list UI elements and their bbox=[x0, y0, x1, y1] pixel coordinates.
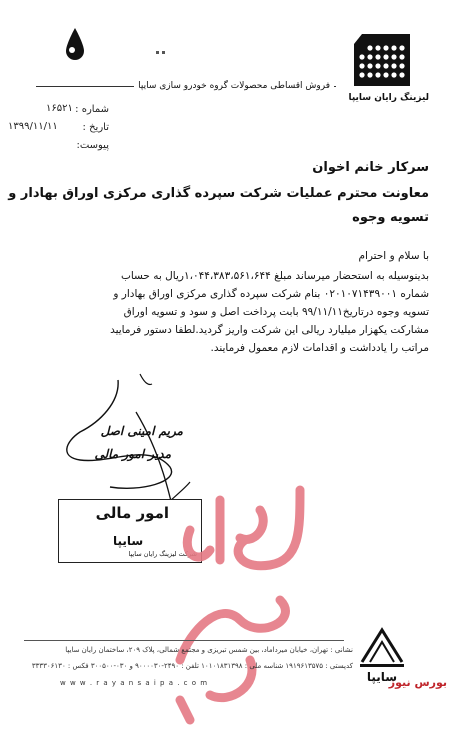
brand-logo bbox=[350, 30, 414, 90]
drop-emblem-icon bbox=[60, 26, 90, 64]
footer-divider bbox=[24, 640, 344, 641]
header-band-text: فروش اقساطی محصولات گروه خودرو سازی سایپا bbox=[134, 81, 334, 91]
dots-icon bbox=[156, 51, 176, 55]
attachment-label: پیوست: bbox=[76, 140, 109, 151]
saipa-footer-logo-icon bbox=[352, 624, 412, 670]
signer-title: مدیر امور مالی bbox=[94, 447, 171, 461]
recipient-line-1: سرکار خانم اخوان bbox=[312, 160, 429, 175]
number-label: شماره : bbox=[75, 104, 109, 115]
stamp-company: شرکت لیزینگ رایان سایپا bbox=[128, 550, 197, 558]
recipient-line-2: معاونت محترم عملیات شرکت سپرده گذاری مرکزی اوراق بهادار و bbox=[8, 186, 429, 201]
body-line: شماره ۰۲۰۱۰۷۱۴۳۹۰۰۱ بنام شرکت سپرده گذاری مرکزی اوراق بهادار و bbox=[113, 288, 429, 300]
number-value: ۱۶۵۲۱ bbox=[46, 103, 73, 114]
watermark-logo bbox=[150, 470, 320, 730]
footer-contact: کدپستی : ۱۹۱۹۶۱۳۵۷۵ شناسه ملی : ۱۰۱۰۱۸۳۱۳۹۸ تلفن : ۲۴۹۰-۹۰۰۰۰۳۰ و ۰۳۰-۳۰۰۵۰۰ فکس : ۳۳۳۳۰۶۱۳۰ bbox=[31, 662, 353, 670]
body-line: مشارکت یکهزار میلیارد ریالی این شرکت واریز گردید.لطفا دستور فرمایید bbox=[110, 324, 429, 336]
saipa-grid-logo-icon bbox=[350, 30, 414, 90]
body-line: مراتب را یادداشت و اقدامات لازم معمول فرمایند. bbox=[210, 342, 429, 354]
body-paragraph bbox=[29, 267, 429, 357]
header-band bbox=[0, 82, 340, 97]
brand-name: لیزینگ رایان سایپا bbox=[348, 93, 429, 103]
header-dots bbox=[156, 40, 176, 44]
footer-logo-text: سایپا bbox=[366, 670, 398, 684]
footer-logo bbox=[352, 624, 412, 684]
greeting: با سلام و احترام bbox=[358, 250, 429, 262]
body-line: بدینوسیله به استحضار میرساند مبلغ ۱،۰۴۴،۳۸۳،۵۶۱،۶۴۴ریال به حساب bbox=[120, 270, 429, 282]
stamp-title: امور مالی bbox=[95, 504, 169, 522]
date-label: تاریخ : bbox=[82, 122, 109, 133]
stamp-logo: سایپا bbox=[113, 534, 144, 548]
corner-watermark: بورس نیوز bbox=[388, 676, 447, 689]
body-line: تسویه وجوه درتاریخ۹۹/۱۱/۱۱ بابت پرداخت اصل و سود و تسویه اوراق bbox=[123, 306, 429, 318]
signer-name: مریم امینی اصل bbox=[100, 424, 183, 438]
footer-website: w w w . r a y a n s a i p a . c o m bbox=[60, 679, 209, 687]
footer-address: نشانی : تهران، خیابان میرداماد، بین شمس تبریزی و مجتمع شمالی، پلاک ۲۰۹، ساختمان رایان سایپا bbox=[65, 646, 353, 654]
date-value: ۱۳۹۹/۱۱/۱۱ bbox=[8, 121, 58, 132]
recipient-line-3: تسویه وجوه bbox=[352, 210, 429, 225]
top-left-emblem bbox=[60, 26, 90, 64]
